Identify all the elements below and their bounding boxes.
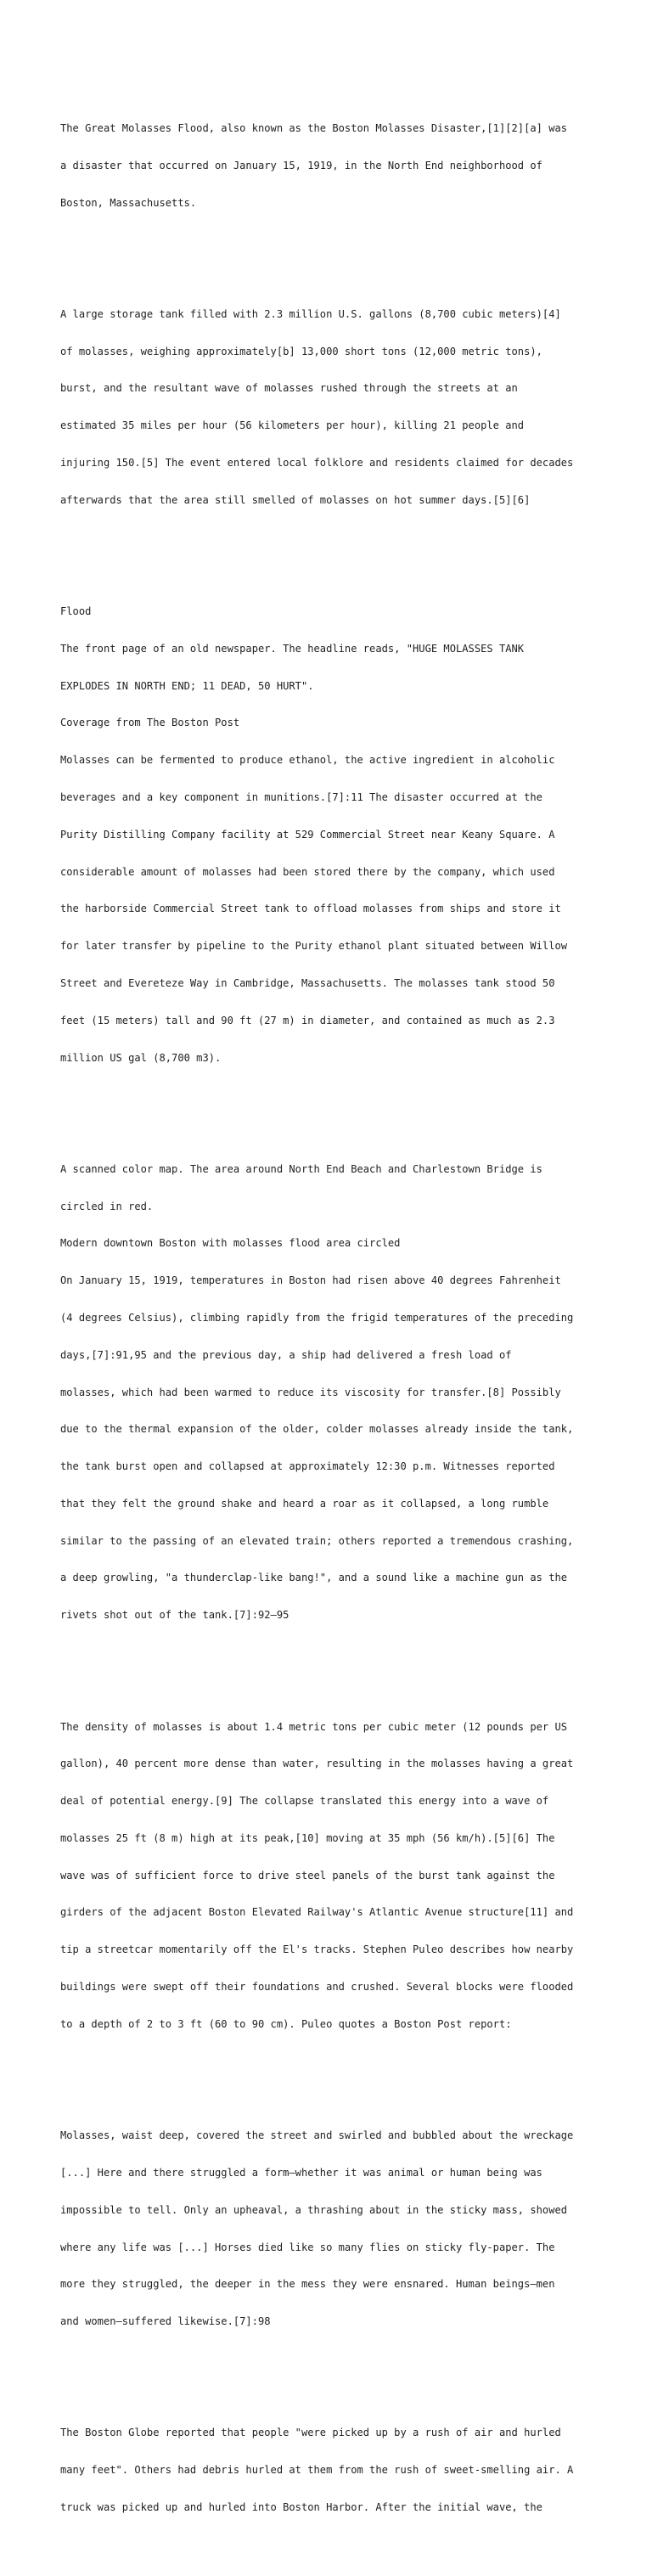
blockquote-boston-post xyxy=(60,2105,587,2353)
text-line: The density of molasses is about 1.4 metric tons per cubic meter (12 pounds per US xyxy=(60,1720,568,1733)
quote-line: and women—suffered likewise.[7]:98 xyxy=(60,2315,271,2328)
image-caption: Modern downtown Boston with molasses flood area circled xyxy=(60,1237,401,1250)
text-line: beverages and a key component in munitions.[7]:11 The disaster occurred at the xyxy=(60,791,542,804)
text-line: a disaster that occurred on January 15, 1919, in the North End neighborhood of xyxy=(60,159,542,172)
image-alt-text: circled in red. xyxy=(60,1200,154,1212)
text-line: The Boston Globe reported that people "were picked up by a rush of air and hurled xyxy=(60,2427,561,2439)
text-line: Molasses can be fermented to produce ethanol, the active ingredient in alcoholic xyxy=(60,754,555,767)
text-line: girders of the adjacent Boston Elevated Railway's Atlantic Avenue structure[11] and xyxy=(60,1906,574,1919)
text-line: due to the thermal expansion of the older, colder molasses already inside the tank, xyxy=(60,1423,574,1436)
paragraph-density xyxy=(60,1696,587,2055)
text-line: Street and Evereteze Way in Cambridge, Massachusetts. The molasses tank stood 50 xyxy=(60,976,555,989)
text-line: days,[7]:91,95 and the previous day, a ship had delivered a fresh load of xyxy=(60,1348,512,1361)
section-flood xyxy=(60,581,587,1088)
text-line: considerable amount of molasses had been stored there by the company, which used xyxy=(60,865,555,878)
text-line: wave was of sufficient force to drive steel panels of the burst tank against the xyxy=(60,1869,555,1881)
text-line: buildings were swept off their foundations and crushed. Several blocks were flooded xyxy=(60,1981,574,1994)
quote-line: where any life was [...] Horses died like so many flies on sticky fly-paper. The xyxy=(60,2241,555,2253)
text-line: injuring 150.[5] The event entered local folklore and residents claimed for decades xyxy=(60,457,574,469)
paragraph-tank-summary xyxy=(60,284,587,532)
text-line: feet (15 meters) tall and 90 ft (27 m) in diameter, and contained as much as 2.3 xyxy=(60,1014,555,1026)
text-line: deal of potential energy.[9] The collapse translated this energy into a wave of xyxy=(60,1795,549,1808)
text-line: many feet". Others had debris hurled at them from the rush of sweet-smelling air. A xyxy=(60,2464,574,2477)
paragraph-boston-globe xyxy=(60,2402,587,2539)
text-line: of molasses, weighing approximately[b] 13,000 short tons (12,000 metric tons), xyxy=(60,345,542,357)
paragraph-map-and-collapse xyxy=(60,1139,587,1646)
text-line: similar to the passing of an elevated train; others reported a tremendous crashing, xyxy=(60,1534,574,1547)
text-line: Boston, Massachusetts. xyxy=(60,196,197,209)
text-line: molasses 25 ft (8 m) high at its peak,[10] moving at 35 mph (56 km/h).[5][6] The xyxy=(60,1831,555,1844)
text-line: burst, and the resultant wave of molasses rushed through the streets at an xyxy=(60,382,518,395)
text-line: that they felt the ground shake and heard a roar as it collapsed, a long rumble xyxy=(60,1497,549,1510)
text-line: a deep growling, "a thunderclap-like bang!", and a sound like a machine gun as the xyxy=(60,1572,568,1584)
text-line: truck was picked up and hurled into Boston Harbor. After the initial wave, the xyxy=(60,2500,542,2513)
text-line: gallon), 40 percent more dense than water, resulting in the molasses having a great xyxy=(60,1758,574,1770)
text-line: the tank burst open and collapsed at approximately 12:30 p.m. Witnesses reported xyxy=(60,1460,555,1473)
image-alt-text: EXPLODES IN NORTH END; 11 DEAD, 50 HURT". xyxy=(60,679,314,692)
section-heading: Flood xyxy=(60,605,92,618)
image-caption: Coverage from The Boston Post xyxy=(60,717,240,729)
text-line: (4 degrees Celsius), climbing rapidly from the frigid temperatures of the preceding xyxy=(60,1311,574,1324)
text-line: million US gal (8,700 m3). xyxy=(60,1051,222,1064)
text-line: A large storage tank filled with 2.3 million U.S. gallons (8,700 cubic meters)[4] xyxy=(60,307,561,320)
text-line: the harborside Commercial Street tank to offload molasses from ships and store it xyxy=(60,903,561,915)
text-line: estimated 35 miles per hour (56 kilometers per hour), killing 21 people and xyxy=(60,419,525,432)
text-line: Purity Distilling Company facility at 529 Commercial Street near Keany Square. A xyxy=(60,828,555,841)
document-page xyxy=(60,60,587,2576)
text-line: On January 15, 1919, temperatures in Boston had risen above 40 degrees Fahrenheit xyxy=(60,1274,561,1287)
text-line: for later transfer by pipeline to the Purity ethanol plant situated between Willow xyxy=(60,940,568,953)
text-line: The Great Molasses Flood, also known as the Boston Molasses Disaster,[1][2][a] was xyxy=(60,121,568,134)
text-line: afterwards that the area still smelled of molasses on hot summer days.[5][6] xyxy=(60,493,531,506)
text-line: tip a streetcar momentarily off the El's tracks. Stephen Puleo describes how nearby xyxy=(60,1943,574,1956)
image-alt-text: The front page of an old newspaper. The headline reads, "HUGE MOLASSES TANK xyxy=(60,642,525,655)
quote-line: Molasses, waist deep, covered the street and swirled and bubbled about the wreckage xyxy=(60,2129,574,2142)
image-alt-text: A scanned color map. The area around North End Beach and Charlestown Bridge is xyxy=(60,1162,542,1175)
quote-line: [...] Here and there struggled a form—whether it was animal or human being was xyxy=(60,2166,542,2179)
text-line: rivets shot out of the tank.[7]:92–95 xyxy=(60,1609,289,1622)
text-line: molasses, which had been warmed to reduce its viscosity for transfer.[8] Possibly xyxy=(60,1386,561,1398)
paragraph-intro xyxy=(60,98,587,234)
quote-line: impossible to tell. Only an upheaval, a thrashing about in the sticky mass, showed xyxy=(60,2203,568,2216)
text-line: to a depth of 2 to 3 ft (60 to 90 cm). Puleo quotes a Boston Post report: xyxy=(60,2017,512,2030)
quote-line: more they struggled, the deeper in the mess they were ensnared. Human beings—men xyxy=(60,2278,555,2291)
